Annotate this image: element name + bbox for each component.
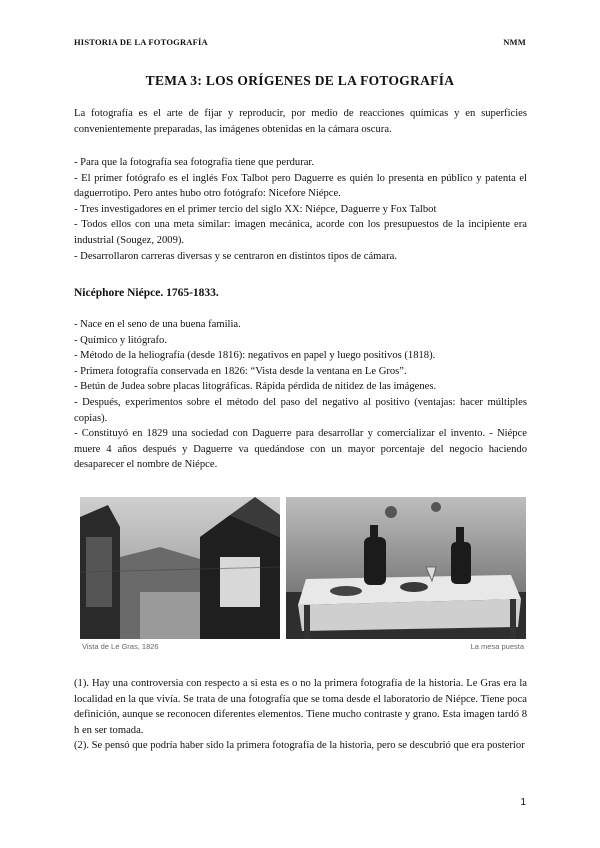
list-item: - El primer fotógrafo es el inglés Fox Talbot pero Daguerre es quién lo presenta en público y patenta el daguerrotipo. Pero antes hubo otro fotógrafo: Nicefore Niépce. — [74, 172, 527, 200]
list-item: - Desarrollaron carreras diversas y se centraron en distintos tipos de cámara. — [74, 250, 397, 262]
bullet-list-niepce — [74, 317, 527, 473]
photo-figure — [80, 497, 526, 655]
page-header — [74, 37, 526, 51]
list-item: - Químico y litógrafo. — [74, 334, 167, 346]
list-item: - Primera fotografía conservada en 1826: “Vista desde la ventana en Le Gros”. — [74, 365, 407, 377]
list-item: - Tres investigadores en el primer tercio del siglo XX: Niépce, Daguerre y Fox Talbot — [74, 203, 437, 215]
list-item: - Constituyó en 1829 una sociedad con Daguerre para desarrollar y comercializar el invento. - Niépce muere 4 años después y Daguerre va quedándose con un mayor porcentaje del negocio haciendo desaparecer el nombre de Niépce. — [74, 428, 527, 471]
photo-caption-right: La mesa puesta — [470, 642, 524, 651]
intro-paragraph — [74, 106, 527, 137]
list-item: - Nace en el seno de una buena familia. — [74, 319, 241, 330]
list-item: - Betún de Judea sobre placas litográficas. Rápida pérdida de nitidez de las imágenes. — [74, 381, 437, 393]
photo-la-mesa-puesta-image — [286, 497, 526, 639]
bullet-list-general — [74, 155, 527, 264]
footnote: (1). Hay una controversia con respecto a si esta es o no la primera fotografía de la historia. Le Gras era la localidad en la que vivía. Se trata de una fotografía que se toma desde el laboratorio de Niépce. Tiene poca definición, aunque se reconocen diferentes elementos. Tiene mucho contraste y grano. Esta imagen tardó 8 h en ser tomada. — [74, 678, 527, 736]
photo-le-gras-image — [80, 497, 280, 639]
photo-caption-left: Vista de Le Gras, 1826 — [82, 642, 159, 651]
header-author-initials: NMM — [503, 37, 526, 47]
header-course-title: HISTORIA DE LA FOTOGRAFÍA — [74, 37, 208, 47]
photo-table-set — [286, 497, 526, 639]
list-item: - Método de la heliografía (desde 1816): negativos en papel y luego positivos (1818). — [74, 350, 436, 362]
list-item: - Después, experimentos sobre el método del paso del negativo al positivo (ventajas: hacer múltiples copias). — [74, 396, 527, 424]
list-item: - Todos ellos con una meta similar: imagen mecánica, acorde con los presupuestos de la incipiente era industrial (Sougez, 2009). — [74, 219, 527, 246]
footnote: (2). Se pensó que podría haber sido la primera fotografía de la historia, pero se descubrió que era posterior — [74, 740, 525, 752]
section-heading-niepce: Nicéphore Niépce. 1765-1833. — [74, 287, 219, 299]
footnotes — [74, 676, 527, 754]
photo-view-from-window — [80, 497, 280, 639]
page-title: TEMA 3: LOS ORÍGENES DE LA FOTOGRAFÍA — [145, 73, 455, 88]
page-number: 1 — [520, 797, 526, 808]
intro-text: La fotografía es el arte de fijar y reproducir, por medio de reacciones químicas y en superficies convenientemente preparadas, las imágenes obtenidas en la cámara oscura. — [74, 108, 527, 135]
list-item: - Para que la fotografía sea fotografía tiene que perdurar. — [74, 157, 315, 168]
